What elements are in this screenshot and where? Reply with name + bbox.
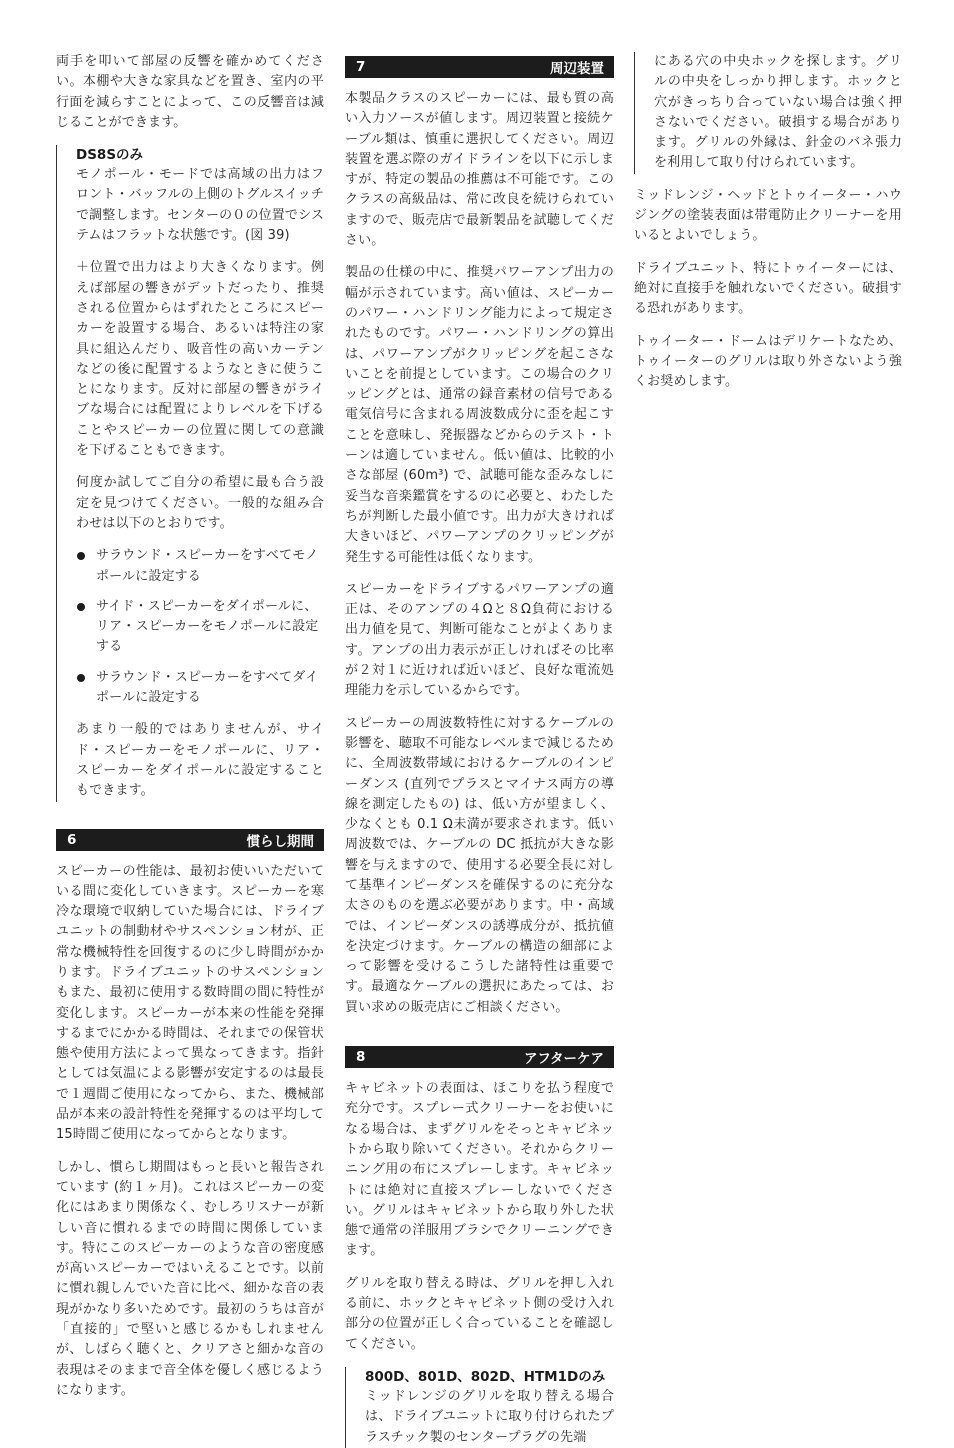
grille-note-box-continued — [634, 52, 902, 174]
section-6-heading-bar — [56, 829, 324, 851]
section-7-heading-bar — [345, 56, 614, 78]
section-number: 8 — [356, 1049, 366, 1066]
care-paragraph-1: ミッドレンジ・ヘッドとトゥイーター・ハウジングの塗装表面は帯電防止クリーナーを用いるとよいでしょう。 — [634, 187, 902, 244]
section-title: 周辺装置 — [550, 61, 604, 77]
ds8s-note-box — [56, 145, 324, 801]
section-number: 7 — [356, 59, 366, 75]
section-6-paragraph-2: しかし、慣らし期間はもっと長いと報告されています (約１ヶ月)。これはスピーカーの変化にはあまり関係なく、むしろリスナーが新しい音に慣れるまでの時間に関係しています。特にこのスピーカーのような音の密度感が高いスピーカーではいえることです。以前に慣れ親しんでいた音に比べ、細かな音の表現がかなり多いためです。最初のうちは音が「直接的」で堅いと感じるかもしれませんが、しばらく聴くと、クリアさと細かな音の表現はそのままで音全体を優しく感じるようになります。 — [56, 1159, 324, 1398]
ds8s-heading: DS8Sのみ — [76, 147, 144, 164]
grille-note-continued-text: にある穴の中央ホックを探します。グリルの中央をしっかり押します。ホックと穴がきっちり合っていない場合は強く押さないでください。破損する場合があります。グリルの外縁は、針金のバネ張力を利用して取り付けられています。 — [654, 54, 902, 171]
care-paragraph-3: トゥイーター・ドームはデリケートなため、トゥイーターのグリルは取り外さないよう強くお奨めします。 — [634, 333, 902, 390]
section-title: 慣らし期間 — [246, 833, 314, 850]
list-item: サラウンド・スピーカーをすべてダイポールに設定する — [76, 668, 324, 709]
section-8-heading-bar — [345, 1046, 614, 1068]
bullet-icon — [77, 674, 85, 682]
section-number: 6 — [67, 831, 77, 848]
ds8s-paragraph-3: 何度か試してご自分の希望に最も合う設定を見つけてください。一般的な組み合わせは以下のとおりです。 — [76, 475, 324, 531]
ds8s-paragraph-4: あまり一般的ではありませんが、サイド・スピーカーをモノポールに、リア・スピーカーをダイポールに設定することもできます。 — [76, 722, 324, 799]
ds8s-paragraph-2: ＋位置で出力はより大きくなります。例えば部屋の響きがデットだったり、推奨される位置からはずれたところにスピーカーを設置する場合、あるいは特注の家具に組込んだり、吸音性の高いカーテンなどの後に配置するようなときに使うことになります。反対に部屋の響きがライブな場合には配置によりレベルを下げることやスピーカーの位置に関しての意識を下げることもできます。 — [76, 260, 324, 459]
section-8-paragraph-1: キャビネットの表面は、ほこりを払う程度で充分です。スプレー式クリーナーをお使いになる場合は、まずグリルをそっとキャビネットから取り除いてください。それからクリーニング用の布にスプレーします。キャビネットには絶対に直接スプレーしないでください。グリルはキャビネットから取り外した状態で通常の洋服用ブラシでクリーニングできます。 — [345, 1081, 614, 1259]
section-8-paragraph-2: グリルを取り替える時は、グリルを押し入れる前に、ホックとキャビネット側の受け入れ部分の位置が正しく合っていることを確認してください。 — [345, 1275, 614, 1352]
section-7-paragraph-3: スピーカーをドライブするパワーアンプの適正は、そのアンプの４Ωと８Ω負荷における出力値を見て、判断可能なことがよくあります。アンプの出力表示が正しければその比率が２対１に近ければ近いほど、良好な電流処理能力を示しているからです。 — [345, 581, 614, 699]
list-item: サイド・スピーカーをダイポールに、リア・スピーカーをモノポールに設定する — [76, 597, 324, 658]
grille-note-text: ミッドレンジのグリルを取り替える場合は、ドライブユニットに取り付けられたプラスチック製のセンタープラグの先端 — [365, 1388, 614, 1445]
bullet-icon — [77, 552, 85, 560]
column-3 — [634, 52, 902, 404]
list-item: サラウンド・スピーカーをすべてモノポールに設定する — [76, 546, 324, 587]
configuration-list — [76, 546, 324, 708]
grille-note-heading: 800D、801D、802D、HTM1Dのみ — [365, 1368, 606, 1385]
section-7-paragraph-2: 製品の仕様の中に、推奨パワーアンプ出力の幅が示されています。高い値は、スピーカーのパワー・ハンドリング能力によって規定されたものです。パワー・ハンドリングの算出は、パワーアンプがクリッピングを起こさないことを前提としています。この場合のクリッピングとは、通常の録音素材の信号である電気信号に含まれる周波数成分に歪を起こすことを意味し、発振器などからのテスト・トーンは適していません。低い値は、比較的小さな部屋 (60m³) で、試聴可能な歪みなしに妥当な音楽鑑賞をするのに必要と、わたしたちが判断した最小値です。出力が大きければ大きいほど、パワーアンプのクリッピングが発生する可能性は低くなります。 — [345, 265, 614, 565]
section-7-paragraph-4: スピーカーの周波数特性に対するケーブルの影響を、聴取不可能なレベルまで減じるために、全周波数帯域におけるケーブルのインピーダンス (直列でプラスとマイナス両方の導線を測定したもの) は、低い方が望ましく、少なくとも 0.1 Ω未満が要求されます。低い周波数では、ケーブルの DC 抵抗が大きな影響を与えますので、使用する必要全長に対して基準インピーダンスを確保するのに充分な太さのものを選ぶ必要があります。中・高域では、インピーダンスの誘導成分が、抵抗値を決定づけます。ケーブルの構造の細部によって影響を受けるこうした諸特性は重要です。最適なケーブルの選択にあたっては、お買い求めの販売店にご相談ください。 — [345, 715, 614, 1015]
bullet-icon — [77, 603, 85, 611]
intro-paragraph: 両手を叩いて部屋の反響を確かめてください。本棚や大きな家具などを置き、室内の平行面を減らすことによって、この反響音は減じることができます。 — [56, 54, 324, 130]
column-2 — [345, 56, 614, 1448]
section-title: アフターケア — [523, 1051, 604, 1068]
grille-note-box — [345, 1367, 614, 1448]
column-1 — [56, 52, 324, 1413]
care-paragraph-2: ドライブユニット、特にトゥイーターには、絶対に直接手を触れないでください。破損する恐れがあります。 — [634, 260, 902, 317]
section-7-paragraph-1: 本製品クラスのスピーカーには、最も質の高い入力ソースが値します。周辺装置と接続ケーブル類は、慎重に選択してください。周辺装置を選ぶ際のガイドラインを以下に示しますが、特定の製品の推薦は不可能です。このクラスの高級品は、常に改良を続けられていますので、販売店で最新製品を試聴してください。 — [345, 91, 614, 249]
section-6-paragraph-1: スピーカーの性能は、最初お使いいただいている間に変化していきます。スピーカーを寒冷な環境で収納していた場合には、ドライブユニットの制動材やサスペンション材が、正常な機械特性を回復するのに少し時間がかかります。ドライブユニットのサスペンションもまた、最初に使用する数時間の間に特性が変化します。スピーカーが本来の性能を発揮するまでにかかる時間は、それまでの保管状態や使用方法によって異なってきます。指針としては気温による影響が安定するのは最長で１週間ご使用になってから、また、機械部品が本来の設計特性を発揮するのは平均して15時間ご使用になってからとなります。 — [56, 863, 324, 1143]
ds8s-paragraph-1: モノポール・モードでは高域の出力はフロント・バッフルの上側のトグルスイッチで調整します。センターの０の位置でシステムはフラットな状態です。(図 39) — [76, 167, 324, 244]
